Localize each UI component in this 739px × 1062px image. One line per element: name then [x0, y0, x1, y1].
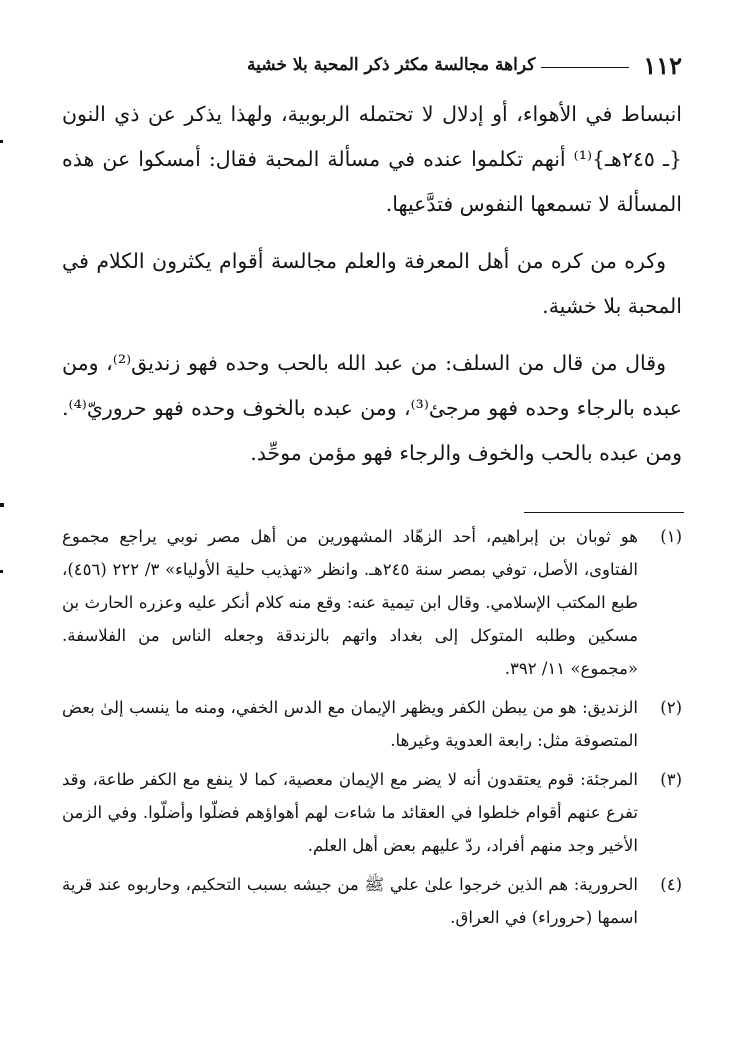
footnote-number: (٤): [660, 875, 682, 894]
paragraph: انبساط في الأهواء، أو إدلال لا تحتمله الربوبية، ولهذا يذكر عن ذي النون {ـ ٢٤٥هـ}⁽¹⁾ أنهم تكلموا عنده في مسألة المحبة فقال: أمسكوا عن هذه المسألة لا تسمعها النفوس فتدَّعيها.: [62, 102, 682, 216]
footnote-text: الحرورية: هم الذين خرجوا علىٰ علي ﷺ من جيشه بسبب التحكيم، وحاربوه عند قرية اسمها (حروراء) في العراق.: [62, 875, 638, 927]
scan-edge-mark: [0, 140, 3, 143]
footnotes: [62, 520, 682, 940]
footnote: [62, 763, 682, 862]
footnote-text: هو ثوبان بن إبراهيم، أحد الزهّاد المشهورين من أهل مصر نوبي يراجع مجموع الفتاوى، الأصل، توفي بمصر سنة ٢٤٥هـ. وانظر «تهذيب حلية الأولياء» ٣/ ٢٢٢ (٤٥٦)، طبع المكتب الإسلامي. وقال ابن تيمية عنه: وقع منه كلام أنكر عليه وعزره الحارث بن مسكين وطلبه المتوكل إلى بغداد واتهم بالزندقة وجعله الناس من الفلاسفة. «مجموع» ١١/ ٣٩٢.: [62, 527, 638, 678]
footnote: [62, 868, 682, 934]
footnote-number: (٣): [660, 770, 682, 789]
footnote-text: الزنديق: هو من يبطن الكفر ويظهر الإيمان مع الدس الخفي، ومنه ما ينسب إلىٰ بعض المتصوفة مثل: رابعة العدوية وغيرها.: [62, 698, 638, 750]
footnote: [62, 520, 682, 685]
paragraph: وكره من كره من أهل المعرفة والعلم مجالسة أقوام يكثرون الكلام في المحبة بلا خشية.: [62, 249, 682, 318]
running-title: كراهة مجالسة مكثر ذكر المحبة بلا خشية: [247, 55, 536, 75]
page-number: ١١٢: [643, 50, 682, 80]
footnote: [62, 691, 682, 757]
scan-edge-mark: [0, 503, 4, 507]
footnote-number: (١): [660, 527, 682, 546]
page-header: [62, 48, 682, 82]
footnote-number: (٢): [660, 698, 682, 717]
header-rule: [541, 67, 629, 68]
footnote-separator: [524, 512, 684, 513]
scan-edge-mark: [0, 570, 3, 573]
main-text: [62, 92, 682, 488]
paragraph: وقال من قال من السلف: من عبد الله بالحب وحده فهو زنديق⁽²⁾، ومن عبده بالرجاء وحده فهو مرجئ⁽³⁾، ومن عبده بالخوف وحده فهو حروريّ⁽⁴⁾. ومن عبده بالحب والخوف والرجاء فهو مؤمن موحِّد.: [62, 351, 682, 465]
footnote-text: المرجئة: قوم يعتقدون أنه لا يضر مع الإيمان معصية، كما لا ينفع مع الكفر طاعة، وقد تفرع عنهم أقوام خلطوا في العقائد ما شاءت لهم أهواؤهم فضلّوا وأضلّوا. وفي الزمن الأخير وجد منهم أفراد، ردّ عليهم بعض أهل العلم.: [62, 770, 638, 855]
